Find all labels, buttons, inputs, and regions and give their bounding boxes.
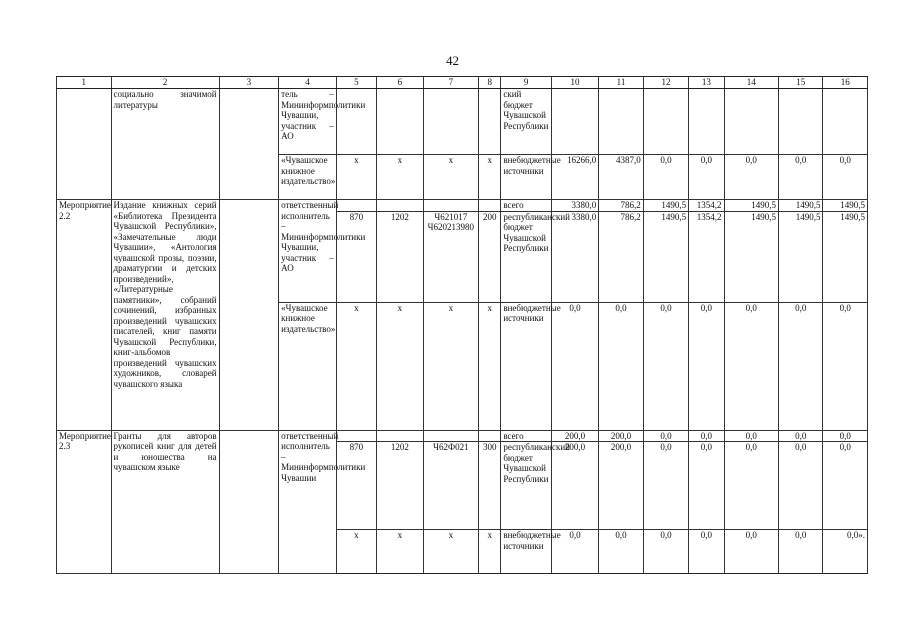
funding-source: всего [501, 430, 551, 442]
table-cell: 0,0 [724, 530, 779, 574]
measure-id: Мероприятие 2.3 [57, 430, 112, 574]
table-cell: x [377, 530, 423, 574]
column-header: 2 [111, 77, 219, 89]
table-cell: 1354,2 [689, 211, 724, 302]
table-cell: 0,0 [779, 442, 823, 530]
column-header: 9 [501, 77, 551, 89]
table-cell: 0,0 [643, 442, 688, 530]
column-header: 6 [377, 77, 423, 89]
executor: «Чувашское книжное издательство» [279, 302, 337, 430]
table-cell: 0,0 [779, 430, 823, 442]
table-cell: 870 [336, 442, 376, 530]
column-header: 12 [643, 77, 688, 89]
table-cell: 1490,5 [779, 200, 823, 212]
funding-source: внебюджетные источники [501, 302, 551, 430]
table-cell: x [377, 155, 423, 200]
funding-source: всего [501, 200, 551, 212]
table-cell: x [479, 302, 501, 430]
table-cell: 0,0 [689, 530, 724, 574]
funding-source: республиканский бюджет Чувашской Республики [501, 442, 551, 530]
table-cell: x [336, 530, 376, 574]
table-cell: 1490,5 [724, 200, 779, 212]
table-cell: 0,0 [689, 430, 724, 442]
column-header: 10 [551, 77, 598, 89]
column-header: 7 [423, 77, 479, 89]
table-cell: 0,0 [689, 155, 724, 200]
program-table [56, 76, 868, 574]
table-cell: x [423, 302, 479, 430]
table-cell: 0,0 [724, 302, 779, 430]
table-cell: 0,0». [823, 530, 868, 574]
table-row [57, 430, 868, 442]
table-cell: x [479, 530, 501, 574]
table-cell: 0,0 [724, 155, 779, 200]
column-header: 16 [823, 77, 868, 89]
funding-source: внебюджетные источники [501, 155, 551, 200]
column-header: 11 [599, 77, 643, 89]
table-cell: 0,0 [779, 302, 823, 430]
table-cell: x [423, 530, 479, 574]
table-cell: 0,0 [689, 442, 724, 530]
table-cell: 1490,5 [779, 211, 823, 302]
table-cell: 200,0 [551, 430, 598, 442]
table-cell: 1354,2 [689, 200, 724, 212]
table-cell: 1490,5 [823, 200, 868, 212]
table-cell: 870 [336, 211, 376, 302]
table-cell: 0,0 [779, 530, 823, 574]
table-cell: 1202 [377, 442, 423, 530]
executor: ответственный исполнитель – Мининформполитики Чувашии [279, 430, 337, 574]
table-cell: 0,0 [643, 430, 688, 442]
header-row [57, 77, 868, 89]
executor: «Чувашское книжное издательство» [279, 155, 337, 200]
table-cell: x [423, 155, 479, 200]
column-header: 1 [57, 77, 112, 89]
table-cell: 0,0 [643, 155, 688, 200]
table-cell: 0,0 [599, 530, 643, 574]
column-header: 3 [219, 77, 279, 89]
table-cell: 0,0 [643, 302, 688, 430]
table-cell: 200,0 [599, 442, 643, 530]
table-cell: 3380,0 [551, 211, 598, 302]
table-cell: 1490,5 [823, 211, 868, 302]
table-row [57, 200, 868, 212]
table-cell: 1490,5 [643, 200, 688, 212]
table-cell: x [479, 155, 501, 200]
column-header: 8 [479, 77, 501, 89]
column-header: 5 [336, 77, 376, 89]
column-header: 15 [779, 77, 823, 89]
measure-name: социально значимой литературы [111, 89, 219, 200]
table-cell: 1490,5 [643, 211, 688, 302]
table-cell: 0,0 [823, 302, 868, 430]
table-cell: 786,2 [599, 200, 643, 212]
table-cell: x [336, 155, 376, 200]
table-cell: 200,0 [599, 430, 643, 442]
table-cell: 0,0 [643, 530, 688, 574]
table-cell: 0,0 [779, 155, 823, 200]
table-cell: 300 [479, 442, 501, 530]
measure-name: Издание книжных серий «Библиотека Президента Чувашской Республики», «Замечательные люди Чувашии», «Антология чувашской прозы, поэзии, драматургии и детских произведений», «Литературные памятники», собраний сочинений, избранных произведений чувашских писателей, книг памяти Чувашской Республики, книг-альбомов произведений чувашских художников, словарей чувашского языка [111, 200, 219, 431]
page-number: 42 [446, 53, 459, 68]
table-cell: 0,0 [551, 302, 598, 430]
funding-source: внебюджетные источники [501, 530, 551, 574]
funding-source: ский бюджет Чувашской Республики [501, 89, 551, 155]
executor: ответственный исполнитель – Мининформполитики Чувашии, участник – АО [279, 200, 337, 303]
table-cell: 200,0 [551, 442, 598, 530]
measure-id: Мероприятие 2.2 [57, 200, 112, 431]
table-cell: 0,0 [724, 442, 779, 530]
column-header: 14 [724, 77, 779, 89]
table-cell: 16266,0 [551, 155, 598, 200]
table-cell: 0,0 [689, 302, 724, 430]
table-cell: 0,0 [823, 442, 868, 530]
table-cell: 0,0 [724, 430, 779, 442]
table-cell: 0,0 [823, 430, 868, 442]
column-header: 13 [689, 77, 724, 89]
table-cell: 200 [479, 211, 501, 302]
table-cell: x [336, 302, 376, 430]
table-cell: 0,0 [551, 530, 598, 574]
table-cell: 1490,5 [724, 211, 779, 302]
table-cell: 0,0 [599, 302, 643, 430]
table-cell: Ч62Ф021 [423, 442, 479, 530]
funding-source: республиканский бюджет Чувашской Республики [501, 211, 551, 302]
table-cell: 1202 [377, 211, 423, 302]
column-header: 4 [279, 77, 337, 89]
measure-name: Гранты для авторов рукописей книг для детей и юношества на чувашском языке [111, 430, 219, 574]
table-row [57, 89, 868, 155]
table-cell: x [377, 302, 423, 430]
executor: тель – Мининформполитики Чувашии, участник – АО [279, 89, 337, 155]
table-cell: 0,0 [823, 155, 868, 200]
table-cell: Ч621017 Ч620213980 [423, 211, 479, 302]
table-cell: 4387,0 [599, 155, 643, 200]
table-cell: 3380,0 [551, 200, 598, 212]
table-cell: 786,2 [599, 211, 643, 302]
